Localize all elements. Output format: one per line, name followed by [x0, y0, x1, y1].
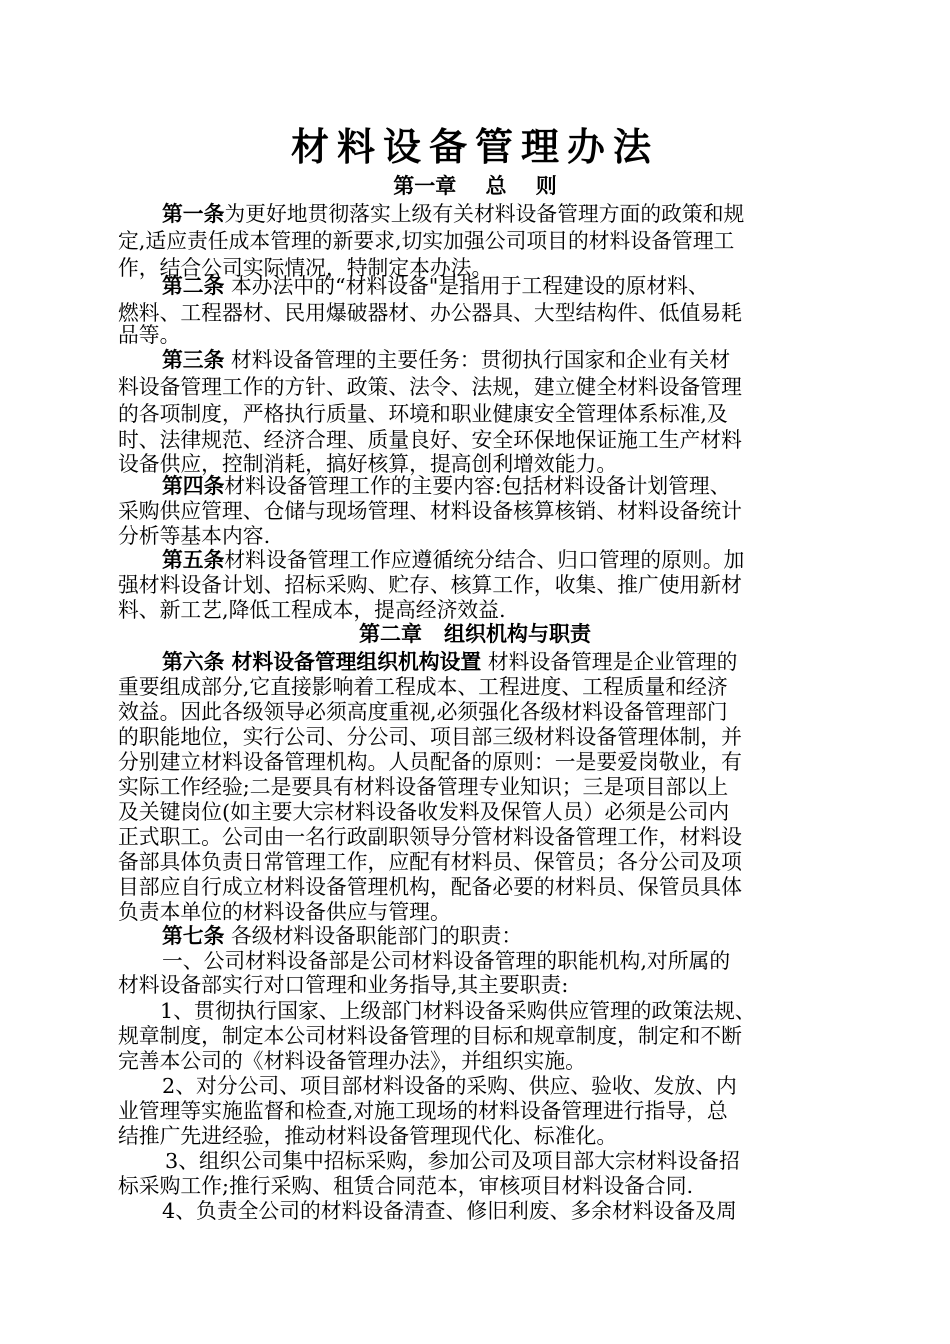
article-paragraph-line [162, 472, 731, 500]
article-label: 第一条 [162, 201, 225, 226]
article-paragraph-line: 标采购工作;推行采购、租赁合同范本，审核项目材料设备合同. [118, 1174, 694, 1198]
article-label: 第二条 [162, 273, 225, 298]
chapter-heading: 第二章 组织机构与职责 [359, 621, 591, 646]
article-paragraph-line: 负责本单位的材料设备供应与管理。 [118, 900, 451, 924]
article-paragraph-line: 料设备管理工作的方针、政策、法令、法规，建立健全材料设备管理 [118, 375, 742, 399]
article-paragraph-line: 材料设备部实行对口管理和业务指导,其主要职责: [118, 973, 569, 997]
article-paragraph-line: 作，结合公司实际情况，特制定本办法。 [118, 256, 493, 280]
article-paragraph-line: 备部具体负责日常管理工作，应配有材料员、保管员；各分公司及项 [118, 850, 742, 874]
article-paragraph-line: 效益。因此各级领导必须高度重视,必须强化各级材料设备管理部门 [118, 700, 728, 724]
article-paragraph-line: 强材料设备计划、招标采购、贮存、核算工作，收集、推广使用新材 [118, 573, 742, 597]
article-paragraph-line: 燃料、工程器材、民用爆破器材、办公器具、大型结构件、低值易耗 [118, 301, 742, 325]
article-paragraph-line: 一、公司材料设备部是公司材料设备管理的职能机构,对所属的 [162, 949, 731, 973]
article-text: 材料设备管理的主要任务：贯彻执行国家和企业有关材 [224, 348, 731, 372]
article-paragraph-line: 4、负责全公司的材料设备清查、修旧利废、多余材料设备及周 [162, 1199, 737, 1223]
article-paragraph-line: 重要组成部分,它直接影响着工程成本、工程进度、工程质量和经济 [118, 675, 728, 699]
article-label: 第四条 [162, 473, 225, 498]
article-paragraph-line: 完善本公司的《材料设备管理办法》，并组织实施。 [118, 1049, 586, 1073]
article-text: 材料设备管理工作应遵循统分结合、归口管理的原则。加 [224, 548, 745, 572]
article-paragraph-line: 业管理等实施监督和检查,对施工现场的材料设备管理进行指导，总 [118, 1099, 728, 1123]
article-paragraph-line: 2、对分公司、项目部材料设备的采购、供应、验收、发放、内 [162, 1074, 737, 1098]
article-paragraph-line: 1、贯彻执行国家、上级部门材料设备采购供应管理的政策法规、 [160, 999, 756, 1023]
article-paragraph-line [162, 272, 709, 300]
article-paragraph-line: 结推广先进经验，推动材料设备管理现代化、标准化。 [118, 1124, 618, 1148]
article-text: 材料设备管理工作的主要内容:包括材料设备计划管理、 [224, 474, 731, 498]
article-text: 材料设备管理是企业管理的 [481, 650, 738, 674]
article-paragraph-line: 时、法律规范、经济合理、质量良好、安全环保地保证施工生产材料 [118, 428, 742, 452]
article-paragraph-line: 的职能地位，实行公司、分公司、项目部三级材料设备管理体制，并 [118, 725, 742, 749]
article-label: 第五条 [162, 547, 225, 572]
article-paragraph-line: 分析等基本内容. [118, 524, 271, 548]
article-paragraph-line: 目部应自行成立材料设备管理机构，配备必要的材料员、保管员具体 [118, 875, 742, 899]
article-label: 第三条 [162, 347, 225, 372]
article-paragraph-line: 定,适应责任成本管理的新要求,切实加强公司项目的材料设备管理工 [118, 229, 735, 253]
article-paragraph-line: 规章制度，制定本公司材料设备管理的目标和规章制度，制定和不断 [118, 1024, 742, 1048]
article-paragraph-line [162, 922, 522, 950]
article-paragraph-line [162, 200, 744, 228]
article-paragraph-line: 品等。 [118, 323, 181, 347]
article-paragraph-line [162, 648, 737, 676]
document-title: 材料设备管理办法 [290, 124, 659, 169]
article-paragraph-line [162, 546, 744, 574]
article-paragraph-line: 正式职工。公司由一名行政副职领导分管材料设备管理工作，材料设 [118, 825, 742, 849]
article-label: 第七条 [162, 923, 225, 948]
article-paragraph-line: 分别建立材料设备管理机构。人员配备的原则：一是要爱岗敬业，有 [118, 750, 742, 774]
article-paragraph-line: 设备供应，控制消耗，搞好核算，提高创利增效能力。 [118, 452, 618, 476]
article-paragraph-line: 的各项制度，严格执行质量、环境和职业健康安全管理体系标准,及 [118, 402, 728, 426]
article-paragraph-line: 实际工作经验;二是要具有材料设备管理专业知识；三是项目部以上 [118, 775, 729, 799]
article-text: 为更好地贯彻落实上级有关材料设备管理方面的政策和规 [224, 202, 745, 226]
article-paragraph-line [162, 346, 730, 374]
article-text: 本办法中的“材料设备"是指用于工程建设的原材料、 [224, 274, 709, 298]
article-paragraph-line: 及关键岗位(如主要大宗材料设备收发料及保管人员）必须是公司内 [118, 800, 730, 824]
article-paragraph-line: 采购供应管理、仓储与现场管理、材料设备核算核销、材料设备统计 [118, 499, 742, 523]
article-text: 各级材料设备职能部门的职责： [224, 924, 523, 948]
article-label: 第六条 材料设备管理组织机构设置 [162, 649, 482, 674]
chapter-heading: 第一章 总 则 [393, 173, 557, 198]
article-paragraph-line: 料、新工艺,降低工程成本，提高经济效益. [118, 598, 506, 622]
article-paragraph-line: 3、组织公司集中招标采购，参加公司及项目部大宗材料设备招 [165, 1149, 740, 1173]
